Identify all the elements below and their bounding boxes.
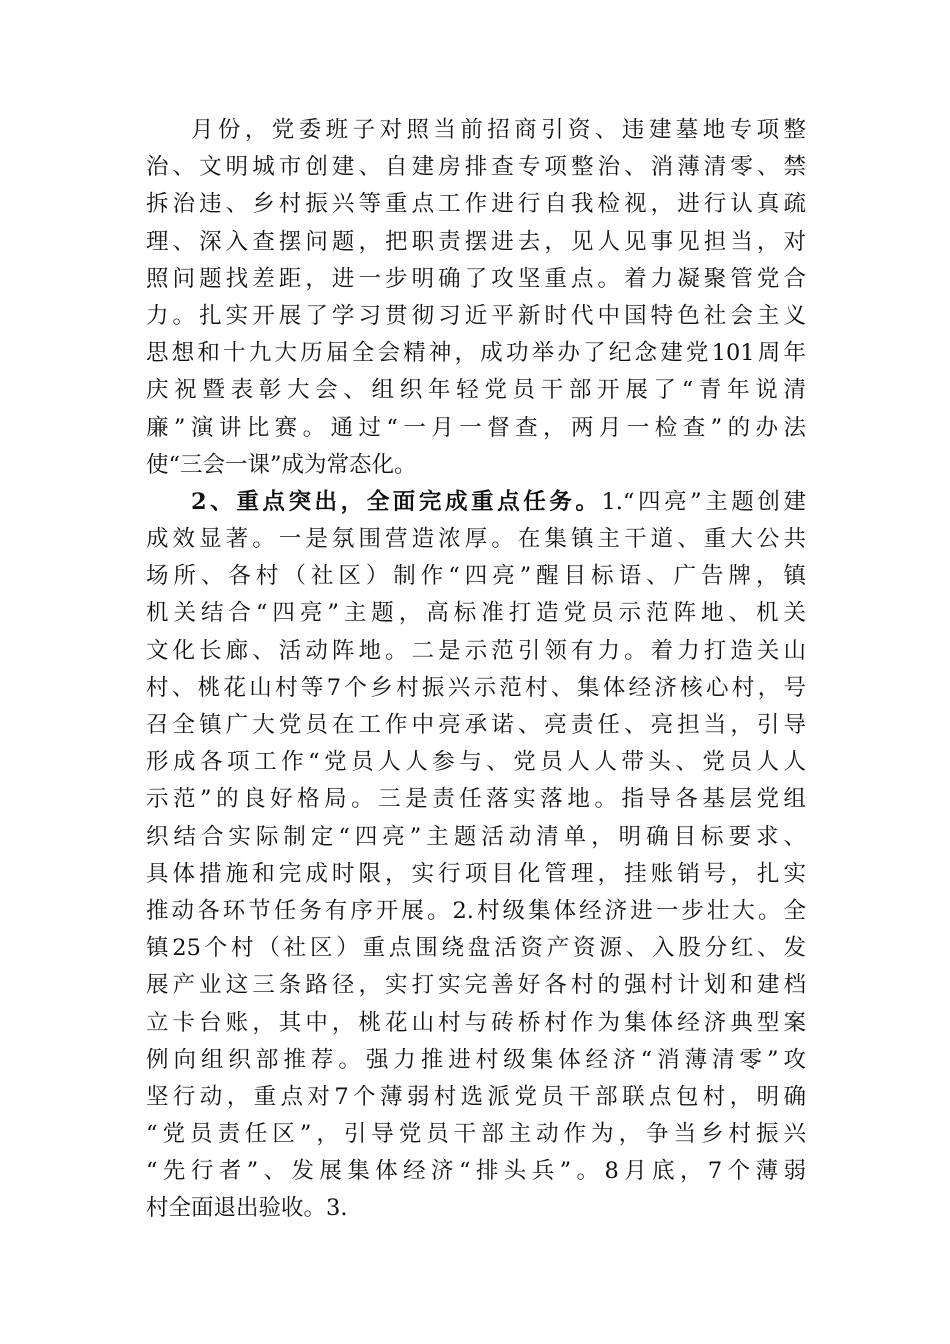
text-line: 形成各项工作“党员人人参与、党员人人带头、党员人人 <box>146 749 806 776</box>
text-line-rest: 1.“四亮”主题创建 <box>601 488 806 515</box>
section-heading: 2、重点突出，全面完成重点任务。 <box>191 488 602 515</box>
text-line: 具体措施和完成时限，实行项目化管理，挂账销号，扎实 <box>146 860 806 887</box>
text-line: “党员责任区”，引导党员干部主动作为，争当乡村振兴 <box>146 1121 806 1148</box>
text-line: 力。扎实开展了学习贯彻习近平新时代中国特色社会主义 <box>146 302 806 329</box>
text-line: 思想和十九大历届全会精神，成功举办了纪念建党101周年 <box>146 340 806 367</box>
text-line: 镇25个村（社区）重点围绕盘活资产资源、入股分红、发 <box>146 935 806 962</box>
text-line: 场所、各村（社区）制作“四亮”醒目标语、广告牌，镇 <box>146 563 806 590</box>
text-line: 照问题找差距，进一步明确了攻坚重点。着力凝聚管党合 <box>146 265 806 292</box>
text-line: 织结合实际制定“四亮”主题活动清单，明确目标要求、 <box>146 823 806 850</box>
text-line: 拆治违、乡村振兴等重点工作进行自我检视，进行认真疏 <box>146 191 806 218</box>
text-line: 坚行动，重点对7个薄弱村选派党员干部联点包村，明确 <box>146 1083 806 1110</box>
text-line: 机关结合“四亮”主题，高标准打造党员示范阵地、机关 <box>146 600 806 627</box>
text-line: 示范”的良好格局。三是责任落实落地。指导各基层党组 <box>146 786 806 813</box>
text-line: 使“三会一课”成为常态化。 <box>146 451 417 478</box>
text-line: 庆祝暨表彰大会、组织年轻党员干部开展了“青年说清 <box>146 377 806 404</box>
text-line: 推动各环节任务有序开展。2.村级集体经济进一步壮大。全 <box>146 897 806 924</box>
text-line: 治、文明城市创建、自建房排查专项整治、消薄清零、禁 <box>146 154 806 181</box>
text-line: 村全面退出验收。3. <box>146 1195 348 1222</box>
text-line: 月份，党委班子对照当前招商引资、违建墓地专项整 <box>191 117 806 143</box>
text-line: “先行者”、发展集体经济“排头兵”。8月底，7个薄弱 <box>146 1158 806 1185</box>
text-line: 村、桃花山村等7个乡村振兴示范村、集体经济核心村，号 <box>146 674 806 701</box>
text-line: 理、深入查摆问题，把职责摆进去，见人见事见担当，对 <box>146 228 806 255</box>
text-line: 廉”演讲比赛。通过“一月一督查，两月一检查”的办法 <box>146 414 806 441</box>
text-line: 立卡台账，其中，桃花山村与砖桥村作为集体经济典型案 <box>146 1009 806 1036</box>
text-line: 成效显著。一是氛围营造浓厚。在集镇主干道、重大公共 <box>146 526 806 553</box>
text-line: 文化长廊、活动阵地。二是示范引领有力。着力打造关山 <box>146 637 806 664</box>
text-line: 展产业这三条路径，实打实完善好各村的强村计划和建档 <box>146 972 806 999</box>
text-line: 召全镇广大党员在工作中亮承诺、亮责任、亮担当，引导 <box>146 712 806 738</box>
body-text <box>146 112 806 1228</box>
text-line: 例向组织部推荐。强力推进村级集体经济“消薄清零”攻 <box>146 1046 806 1073</box>
section-heading-line <box>146 484 806 521</box>
